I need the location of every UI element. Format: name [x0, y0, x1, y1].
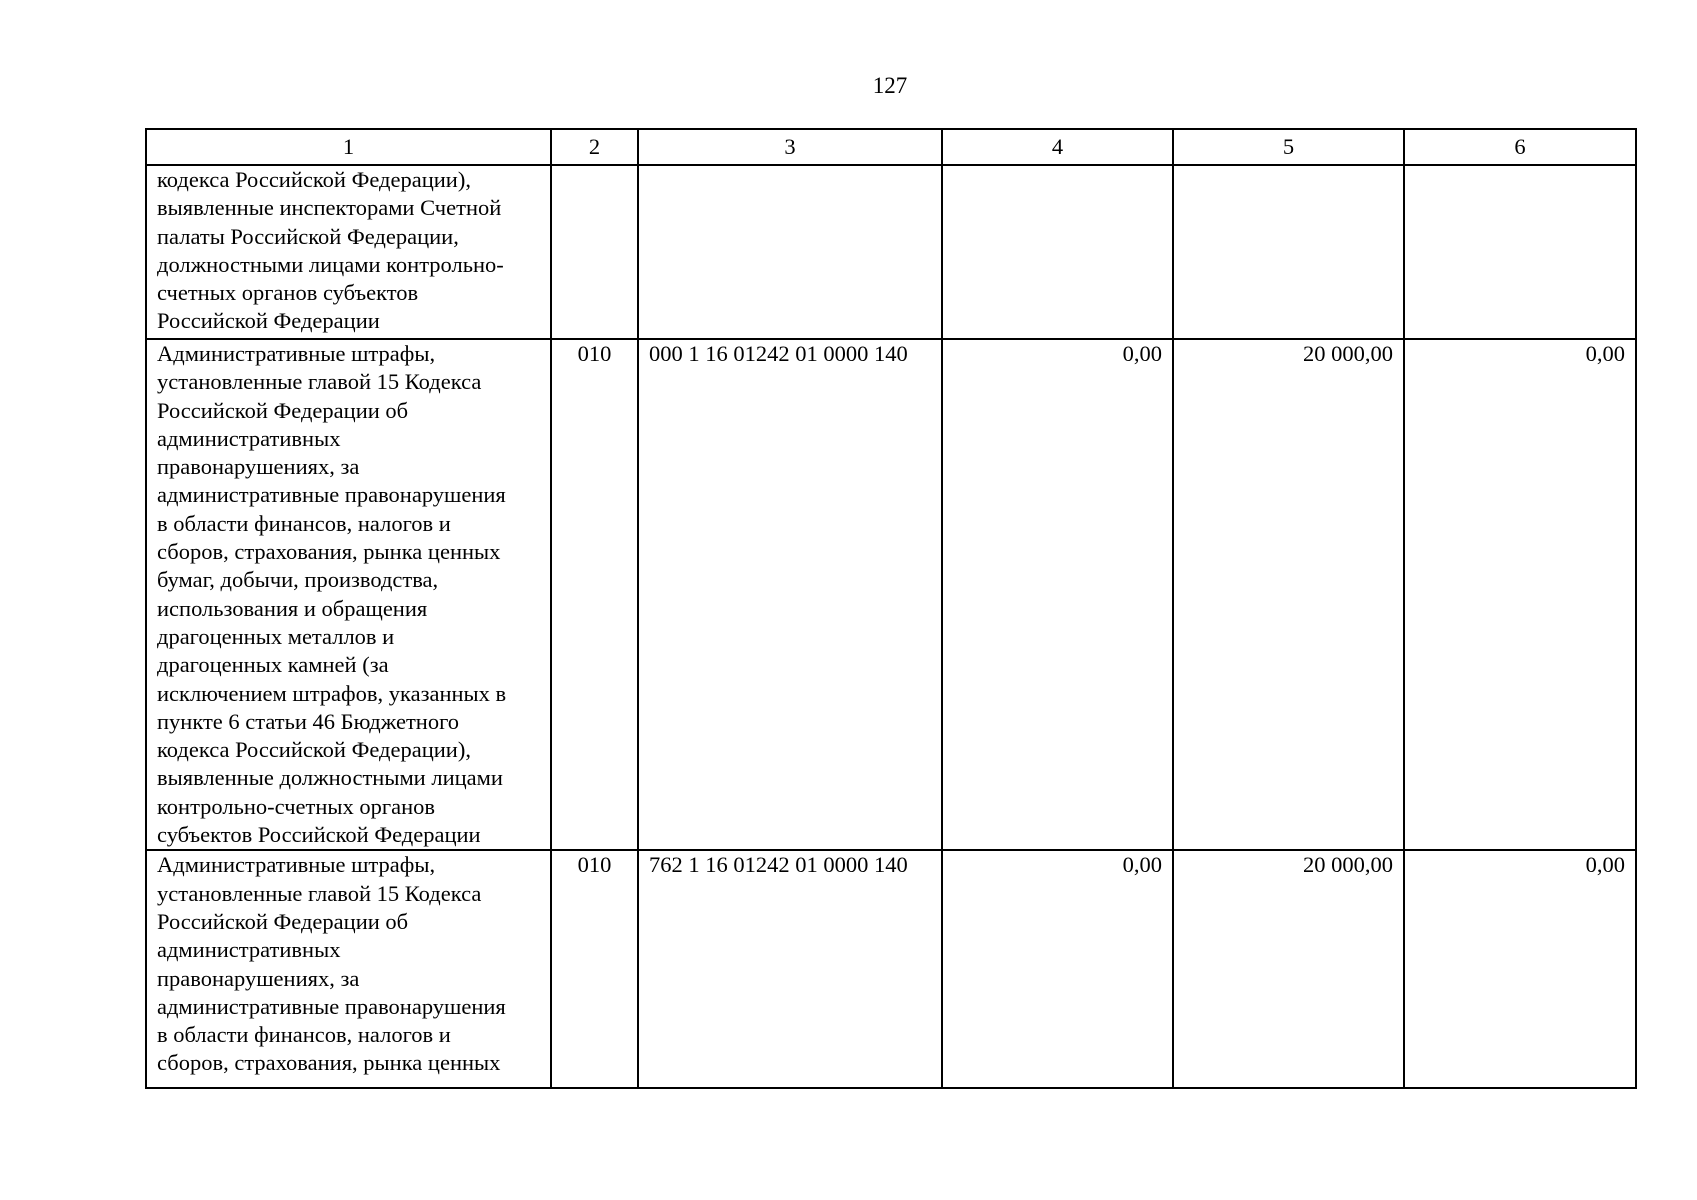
header-col-2: 2	[551, 129, 638, 165]
row-col6-value: 0,00	[1404, 339, 1636, 850]
header-col-4: 4	[942, 129, 1173, 165]
header-col-1: 1	[146, 129, 551, 165]
row-line-code: 010	[551, 339, 638, 850]
description-line: палаты Российской Федерации,	[157, 223, 459, 249]
row-budget-code	[638, 165, 942, 339]
description-line: в области финансов, налогов и	[157, 510, 451, 536]
description-line: административные правонарушения	[157, 993, 506, 1019]
description-line: правонарушениях, за	[157, 965, 360, 991]
description-line: выявленные должностными лицами	[157, 765, 503, 791]
row-col5-value: 20 000,00	[1173, 339, 1404, 850]
description-line: административных	[157, 937, 341, 963]
description-line: контрольно-счетных органов	[157, 793, 435, 819]
description-line: Российской Федерации об	[157, 908, 409, 934]
description-line: правонарушениях, за	[157, 454, 360, 480]
row-col6-value	[1404, 165, 1636, 339]
row-line-code: 010	[551, 850, 638, 1088]
row-description	[146, 850, 551, 1088]
row-budget-code: 000 1 16 01242 01 0000 140	[638, 339, 942, 850]
description-line: бумаг, добычи, производства,	[157, 567, 439, 593]
row-description	[146, 339, 551, 850]
description-line: в области финансов, налогов и	[157, 1022, 451, 1048]
description-line: кодекса Российской Федерации),	[157, 737, 471, 763]
description-line: Российской Федерации об	[157, 397, 409, 423]
description-line: административных	[157, 425, 341, 451]
table-row	[146, 165, 1636, 339]
row-col4-value	[942, 165, 1173, 339]
page-number: 127	[872, 73, 908, 98]
description-line: драгоценных камней (за	[157, 652, 389, 678]
description-line: кодекса Российской Федерации),	[157, 167, 471, 192]
row-description	[146, 165, 551, 339]
header-col-6: 6	[1404, 129, 1636, 165]
budget-table	[145, 128, 1637, 1089]
table-row	[146, 850, 1636, 1088]
description-line: Административные штрафы,	[157, 852, 436, 878]
description-line: сборов, страхования, рынка ценных	[157, 1050, 501, 1076]
table-row	[146, 339, 1636, 850]
row-line-code	[551, 165, 638, 339]
description-line: административные правонарушения	[157, 482, 506, 508]
header-row	[146, 129, 1636, 165]
row-budget-code: 762 1 16 01242 01 0000 140	[638, 850, 942, 1088]
row-col5-value	[1173, 165, 1404, 339]
description-line: сборов, страхования, рынка ценных	[157, 539, 501, 565]
description-line: драгоценных металлов и	[157, 623, 395, 649]
row-col4-value: 0,00	[942, 850, 1173, 1088]
description-line: исключением штрафов, указанных в	[157, 680, 507, 706]
row-col5-value: 20 000,00	[1173, 850, 1404, 1088]
row-col6-value: 0,00	[1404, 850, 1636, 1088]
description-line: установленные главой 15 Кодекса	[157, 369, 482, 395]
description-line: должностными лицами контрольно-	[157, 251, 504, 277]
description-line: Российской Федерации	[157, 308, 380, 334]
description-line: Административные штрафы,	[157, 341, 436, 366]
description-line: установленные главой 15 Кодекса	[157, 880, 482, 906]
description-line: пункте 6 статьи 46 Бюджетного	[157, 708, 459, 734]
header-col-5: 5	[1173, 129, 1404, 165]
description-line: выявленные инспекторами Счетной	[157, 195, 502, 221]
row-col4-value: 0,00	[942, 339, 1173, 850]
header-col-3: 3	[638, 129, 942, 165]
description-line: использования и обращения	[157, 595, 428, 621]
description-line: субъектов Российской Федерации	[157, 822, 481, 848]
description-line: счетных органов субъектов	[157, 280, 419, 306]
